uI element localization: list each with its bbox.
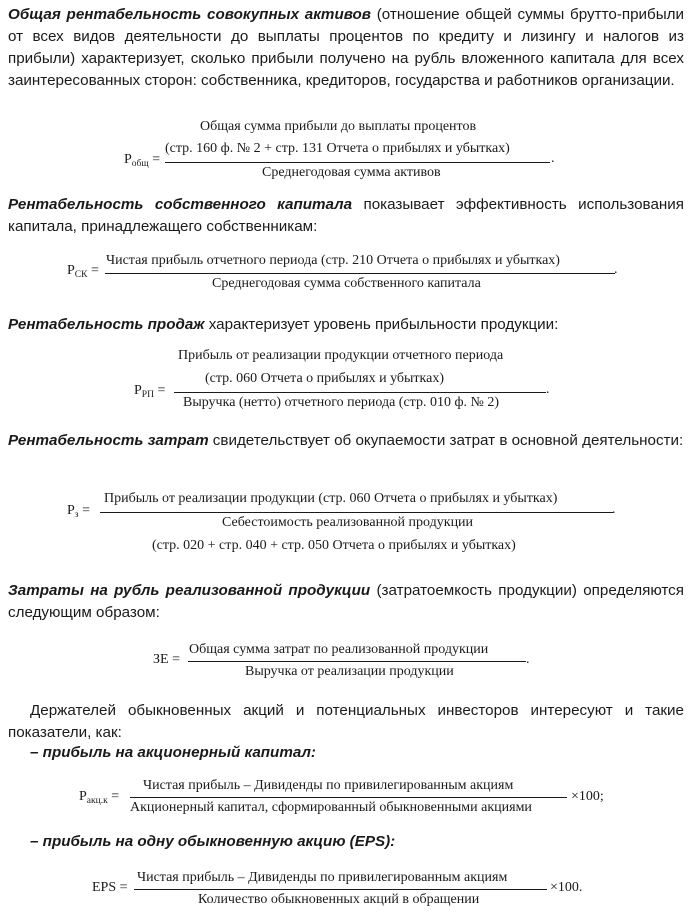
formula-lhs: $Р_{общ}$ = (124, 152, 161, 169)
formula-lhs: $Р_з$ = (67, 503, 90, 520)
formula-tail: . (551, 151, 555, 166)
formula-denominator: Выручка (нетто) отчетного периода (стр. 010 ф. № 2) (183, 395, 500, 410)
formula-numerator: Прибыль от реализации продукции (стр. 060 Отчета о прибылях и убытках) (104, 491, 558, 506)
paragraph-text: (затратоемкость продукции) определяются следующим образом: (8, 582, 685, 621)
term-total-assets-profitability: Общая рентабельность совокупных активов (8, 6, 371, 23)
formula-tail: . (526, 652, 530, 667)
paragraph-text: Держателей обыкновенных акций и потенциальных инвесторов интересуют и такие показатели, как: (8, 702, 684, 741)
paragraph-text: показывает эффективность использования капитала, принадлежащего собственникам: (8, 196, 684, 235)
formula-numerator: Чистая прибыль отчетного периода (стр. 210 Отчета о прибылях и убытках) (106, 253, 560, 268)
formula-denominator: Среднегодовая сумма собственного капитала (212, 276, 481, 291)
formula-denominator-line1: Себестоимость реализованной продукции (222, 515, 474, 530)
formula-tail: ×100; (571, 789, 604, 804)
formula-tail: . (614, 262, 618, 277)
formula-numerator-line2: (стр. 060 Отчета о прибылях и убытках) (205, 371, 445, 386)
formula-lhs: $Р_{СК}$ = (67, 263, 99, 280)
formula-lhs: $Р_{акц.к}$ = (79, 789, 120, 806)
formula-lhs: ЗЕ = (153, 652, 180, 667)
formula-numerator-line1: Прибыль от реализации продукции отчетного периода (178, 348, 504, 363)
formula-numerator-line1: Общая сумма прибыли до выплаты процентов (200, 119, 477, 134)
term-sales-profitability: Рентабельность продаж (8, 316, 205, 333)
fraction-bar (134, 889, 547, 890)
formula-numerator: Общая сумма затрат по реализованной продукции (189, 642, 489, 657)
formula-denominator: Среднегодовая сумма активов (262, 165, 441, 180)
formula-numerator: Чистая прибыль – Дивиденды по привилегированным акциям (137, 870, 508, 885)
formula-numerator-line2: (стр. 160 ф. № 2 + стр. 131 Отчета о прибылях и убытках) (165, 141, 510, 156)
formula-lhs: EPS = (92, 880, 128, 895)
term-equity-profitability: Рентабельность собственного капитала (8, 196, 353, 213)
list-item-eps: – прибыль на одну обыкновенную акцию (EPS): (30, 833, 396, 850)
paragraph-text: свидетельствует об окупаемости затрат в основной деятельности: (208, 432, 684, 449)
list-item-share-capital-profit: – прибыль на акционерный капитал: (30, 744, 316, 761)
formula-denominator: Выручка от реализации продукции (245, 664, 454, 679)
formula-denominator: Количество обыкновенных акций в обращении (198, 892, 480, 907)
term-cost-per-ruble: Затраты на рубль реализованной продукции (8, 582, 371, 599)
term-cost-profitability: Рентабельность затрат (8, 432, 209, 449)
paragraph-text: (отношение общей суммы брутто-прибыли от всех видов деятельности до выплаты процентов по кредиту и лизингу и налогов из прибыли) характеризует, сколько прибыли получено на рубль вложенного капитала для всех заинтересованных сторон: собственника, кредиторов, государства и работников организации. (8, 6, 684, 89)
formula-tail: . (546, 382, 550, 397)
formula-lhs: $Р_{РП}$ = (134, 383, 166, 400)
paragraph-text: характеризует уровень прибыльности продукции: (204, 316, 559, 333)
formula-denominator-line2: (стр. 020 + стр. 040 + стр. 050 Отчета о прибылях и убытках) (152, 538, 516, 553)
formula-tail: . (612, 502, 616, 517)
formula-numerator: Чистая прибыль – Дивиденды по привилегированным акциям (143, 778, 514, 793)
formula-tail: ×100. (550, 880, 583, 895)
formula-denominator: Акционерный капитал, сформированный обыкновенными акциями (130, 800, 532, 815)
